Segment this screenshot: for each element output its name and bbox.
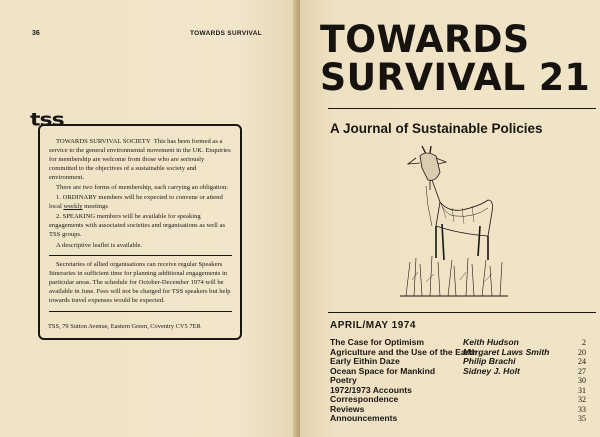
title-rule <box>328 108 596 109</box>
goat-illustration <box>396 146 512 300</box>
journal-title-line1: TOWARDS <box>320 18 530 61</box>
toc-title: Ocean Space for Mankind <box>330 365 436 376</box>
toc-page-number: 33 <box>578 404 586 414</box>
society-name: TOWARDS SURVIVAL SOCIETY <box>56 138 151 145</box>
toc-title: Reviews <box>330 403 365 414</box>
toc-author: Margaret Laws Smith <box>463 346 550 357</box>
membership-forms-paragraph: There are two forms of membership, each carrying an obligation: <box>56 183 229 191</box>
address: TSS, 79 Sutton Avenue, Eastern Green, Coventry CV5 7ER <box>48 323 201 331</box>
toc-page-number: 27 <box>578 366 586 376</box>
toc-title: Poetry <box>330 375 357 385</box>
journal-title-line2: SURVIVAL 21 <box>320 56 591 99</box>
left-page <box>0 0 297 437</box>
divider <box>49 255 232 256</box>
speakers-paragraph: Secretaries of allied organisations can receive regular Speakers Itineraries in sufficient time for planning additional engagements in particular areas. The schedule for October-December 1974 will be available in June. Fees will not be charged for TSS speakers but help towards travel expenses would be expected. <box>49 261 231 305</box>
toc-item <box>330 367 592 377</box>
toc-title: Early Eithin Daze <box>330 356 400 366</box>
toc-author: Philip Brachi <box>463 356 516 366</box>
running-head: TOWARDS SURVIVAL <box>190 30 262 37</box>
toc-page-number: 32 <box>578 395 586 404</box>
cover-page <box>300 0 600 437</box>
issue-date: APRIL/MAY 1974 <box>330 320 416 331</box>
toc-page-number: 31 <box>578 385 586 395</box>
toc-item <box>330 395 592 405</box>
toc-page-number: 24 <box>578 357 586 366</box>
page-number: 36 <box>32 30 40 37</box>
toc-page-number: 30 <box>578 376 586 385</box>
toc-page-number: 35 <box>578 414 586 423</box>
ordinary-members-paragraph: 1. ORDINARY members will be expected to convene or attend local weekly meetings <box>49 194 223 211</box>
toc-title: Agriculture and the Use of the Earth <box>330 346 478 357</box>
journal-subtitle: A Journal of Sustainable Policies <box>330 121 543 136</box>
tss-logo: tss <box>30 110 64 131</box>
toc-page-number: 2 <box>582 338 586 347</box>
toc-page-number: 20 <box>578 347 586 357</box>
toc-author: Keith Hudson <box>463 337 519 347</box>
toc-title: Announcements <box>330 413 398 423</box>
toc-title: Correspondence <box>330 394 399 404</box>
speaking-members-paragraph: 2. SPEAKING members will be available for speaking engagements with associated societies and organisations as well as TSS groups. <box>49 213 226 239</box>
intro-paragraph: TOWARDS SURVIVAL SOCIETY This has been formed as a service to the general environmental movement in the UK. Enquiries for membership are welcome from those who are seriously committed to the objectives of a sustainable society and environment. <box>49 138 231 181</box>
toc-title: 1972/1973 Accounts <box>330 384 412 395</box>
table-of-contents <box>330 338 592 424</box>
divider <box>49 311 232 312</box>
toc-item <box>330 414 592 424</box>
toc-title: The Case for Optimism <box>330 337 425 347</box>
issue-rule <box>328 312 596 313</box>
toc-author: Sidney J. Holt <box>463 365 520 376</box>
membership-box <box>38 124 242 340</box>
leaflet-paragraph: A descriptive leaflet is available. <box>56 241 143 249</box>
